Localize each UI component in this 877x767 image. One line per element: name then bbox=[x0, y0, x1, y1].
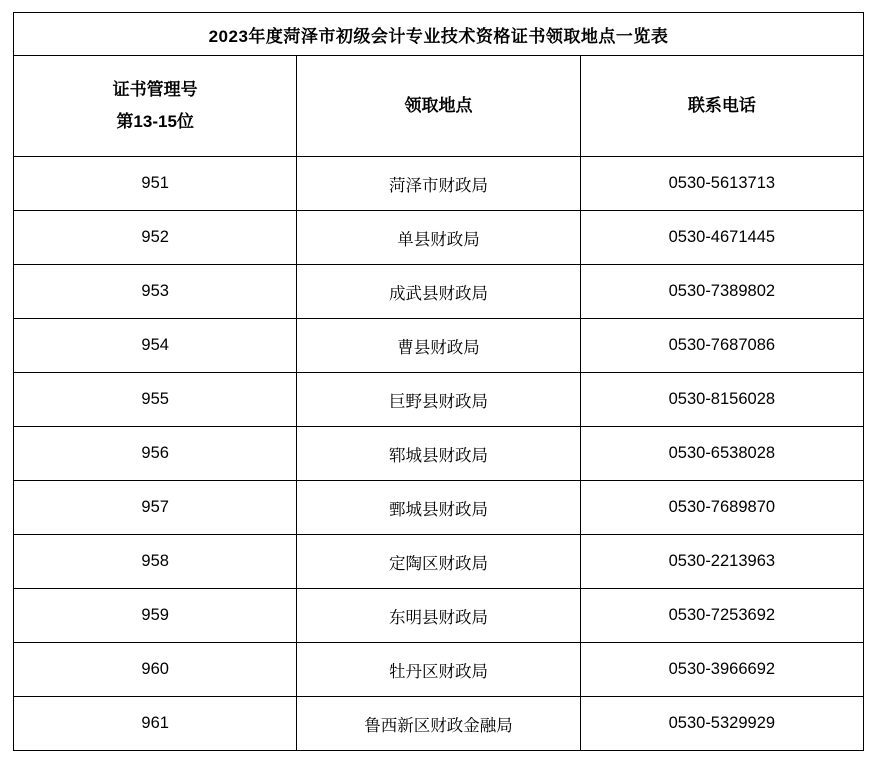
cell-pickup-location: 郓城县财政局 bbox=[297, 427, 580, 481]
cell-certificate-number: 958 bbox=[14, 535, 297, 589]
table-header-row bbox=[14, 56, 864, 157]
cell-certificate-number: 959 bbox=[14, 589, 297, 643]
table-row bbox=[14, 535, 864, 589]
cell-contact-phone: 0530-5613713 bbox=[580, 157, 863, 211]
cell-certificate-number: 961 bbox=[14, 697, 297, 751]
cell-contact-phone: 0530-7389802 bbox=[580, 265, 863, 319]
certificate-pickup-table bbox=[13, 12, 864, 751]
table-row bbox=[14, 211, 864, 265]
table-row bbox=[14, 373, 864, 427]
table-body bbox=[14, 13, 864, 751]
table-row bbox=[14, 265, 864, 319]
table-row bbox=[14, 589, 864, 643]
cell-certificate-number: 954 bbox=[14, 319, 297, 373]
column-header-contact-phone bbox=[580, 56, 863, 157]
column-header-line-1: 领取地点 bbox=[404, 95, 473, 115]
cell-contact-phone: 0530-8156028 bbox=[580, 373, 863, 427]
cell-contact-phone: 0530-7687086 bbox=[580, 319, 863, 373]
column-header-line-1: 联系电话 bbox=[687, 95, 756, 115]
cell-pickup-location: 菏泽市财政局 bbox=[297, 157, 580, 211]
table-row bbox=[14, 643, 864, 697]
cell-contact-phone: 0530-6538028 bbox=[580, 427, 863, 481]
cell-certificate-number: 960 bbox=[14, 643, 297, 697]
column-header-pickup-location bbox=[297, 56, 580, 157]
cell-certificate-number: 953 bbox=[14, 265, 297, 319]
cell-contact-phone: 0530-4671445 bbox=[580, 211, 863, 265]
cell-pickup-location: 鲁西新区财政金融局 bbox=[297, 697, 580, 751]
cell-pickup-location: 东明县财政局 bbox=[297, 589, 580, 643]
page-title: 2023年度菏泽市初级会计专业技术资格证书领取地点一览表 bbox=[14, 13, 864, 56]
cell-pickup-location: 鄄城县财政局 bbox=[297, 481, 580, 535]
cell-certificate-number: 952 bbox=[14, 211, 297, 265]
table-row bbox=[14, 697, 864, 751]
cell-certificate-number: 956 bbox=[14, 427, 297, 481]
cell-pickup-location: 曹县财政局 bbox=[297, 319, 580, 373]
column-header-line-2: 第13-15位 bbox=[116, 112, 194, 131]
cell-certificate-number: 955 bbox=[14, 373, 297, 427]
table-row bbox=[14, 319, 864, 373]
cell-contact-phone: 0530-5329929 bbox=[580, 697, 863, 751]
table-row bbox=[14, 427, 864, 481]
cell-pickup-location: 成武县财政局 bbox=[297, 265, 580, 319]
cell-certificate-number: 951 bbox=[14, 157, 297, 211]
table-row bbox=[14, 157, 864, 211]
cell-certificate-number: 957 bbox=[14, 481, 297, 535]
cell-contact-phone: 0530-2213963 bbox=[580, 535, 863, 589]
table-row bbox=[14, 481, 864, 535]
cell-pickup-location: 巨野县财政局 bbox=[297, 373, 580, 427]
column-header-certificate-number bbox=[14, 56, 297, 157]
cell-contact-phone: 0530-7253692 bbox=[580, 589, 863, 643]
table-title-row bbox=[14, 13, 864, 56]
cell-contact-phone: 0530-3966692 bbox=[580, 643, 863, 697]
cell-pickup-location: 牡丹区财政局 bbox=[297, 643, 580, 697]
cell-pickup-location: 单县财政局 bbox=[297, 211, 580, 265]
column-header-line-1: 证书管理号 bbox=[112, 79, 198, 99]
cell-contact-phone: 0530-7689870 bbox=[580, 481, 863, 535]
cell-pickup-location: 定陶区财政局 bbox=[297, 535, 580, 589]
